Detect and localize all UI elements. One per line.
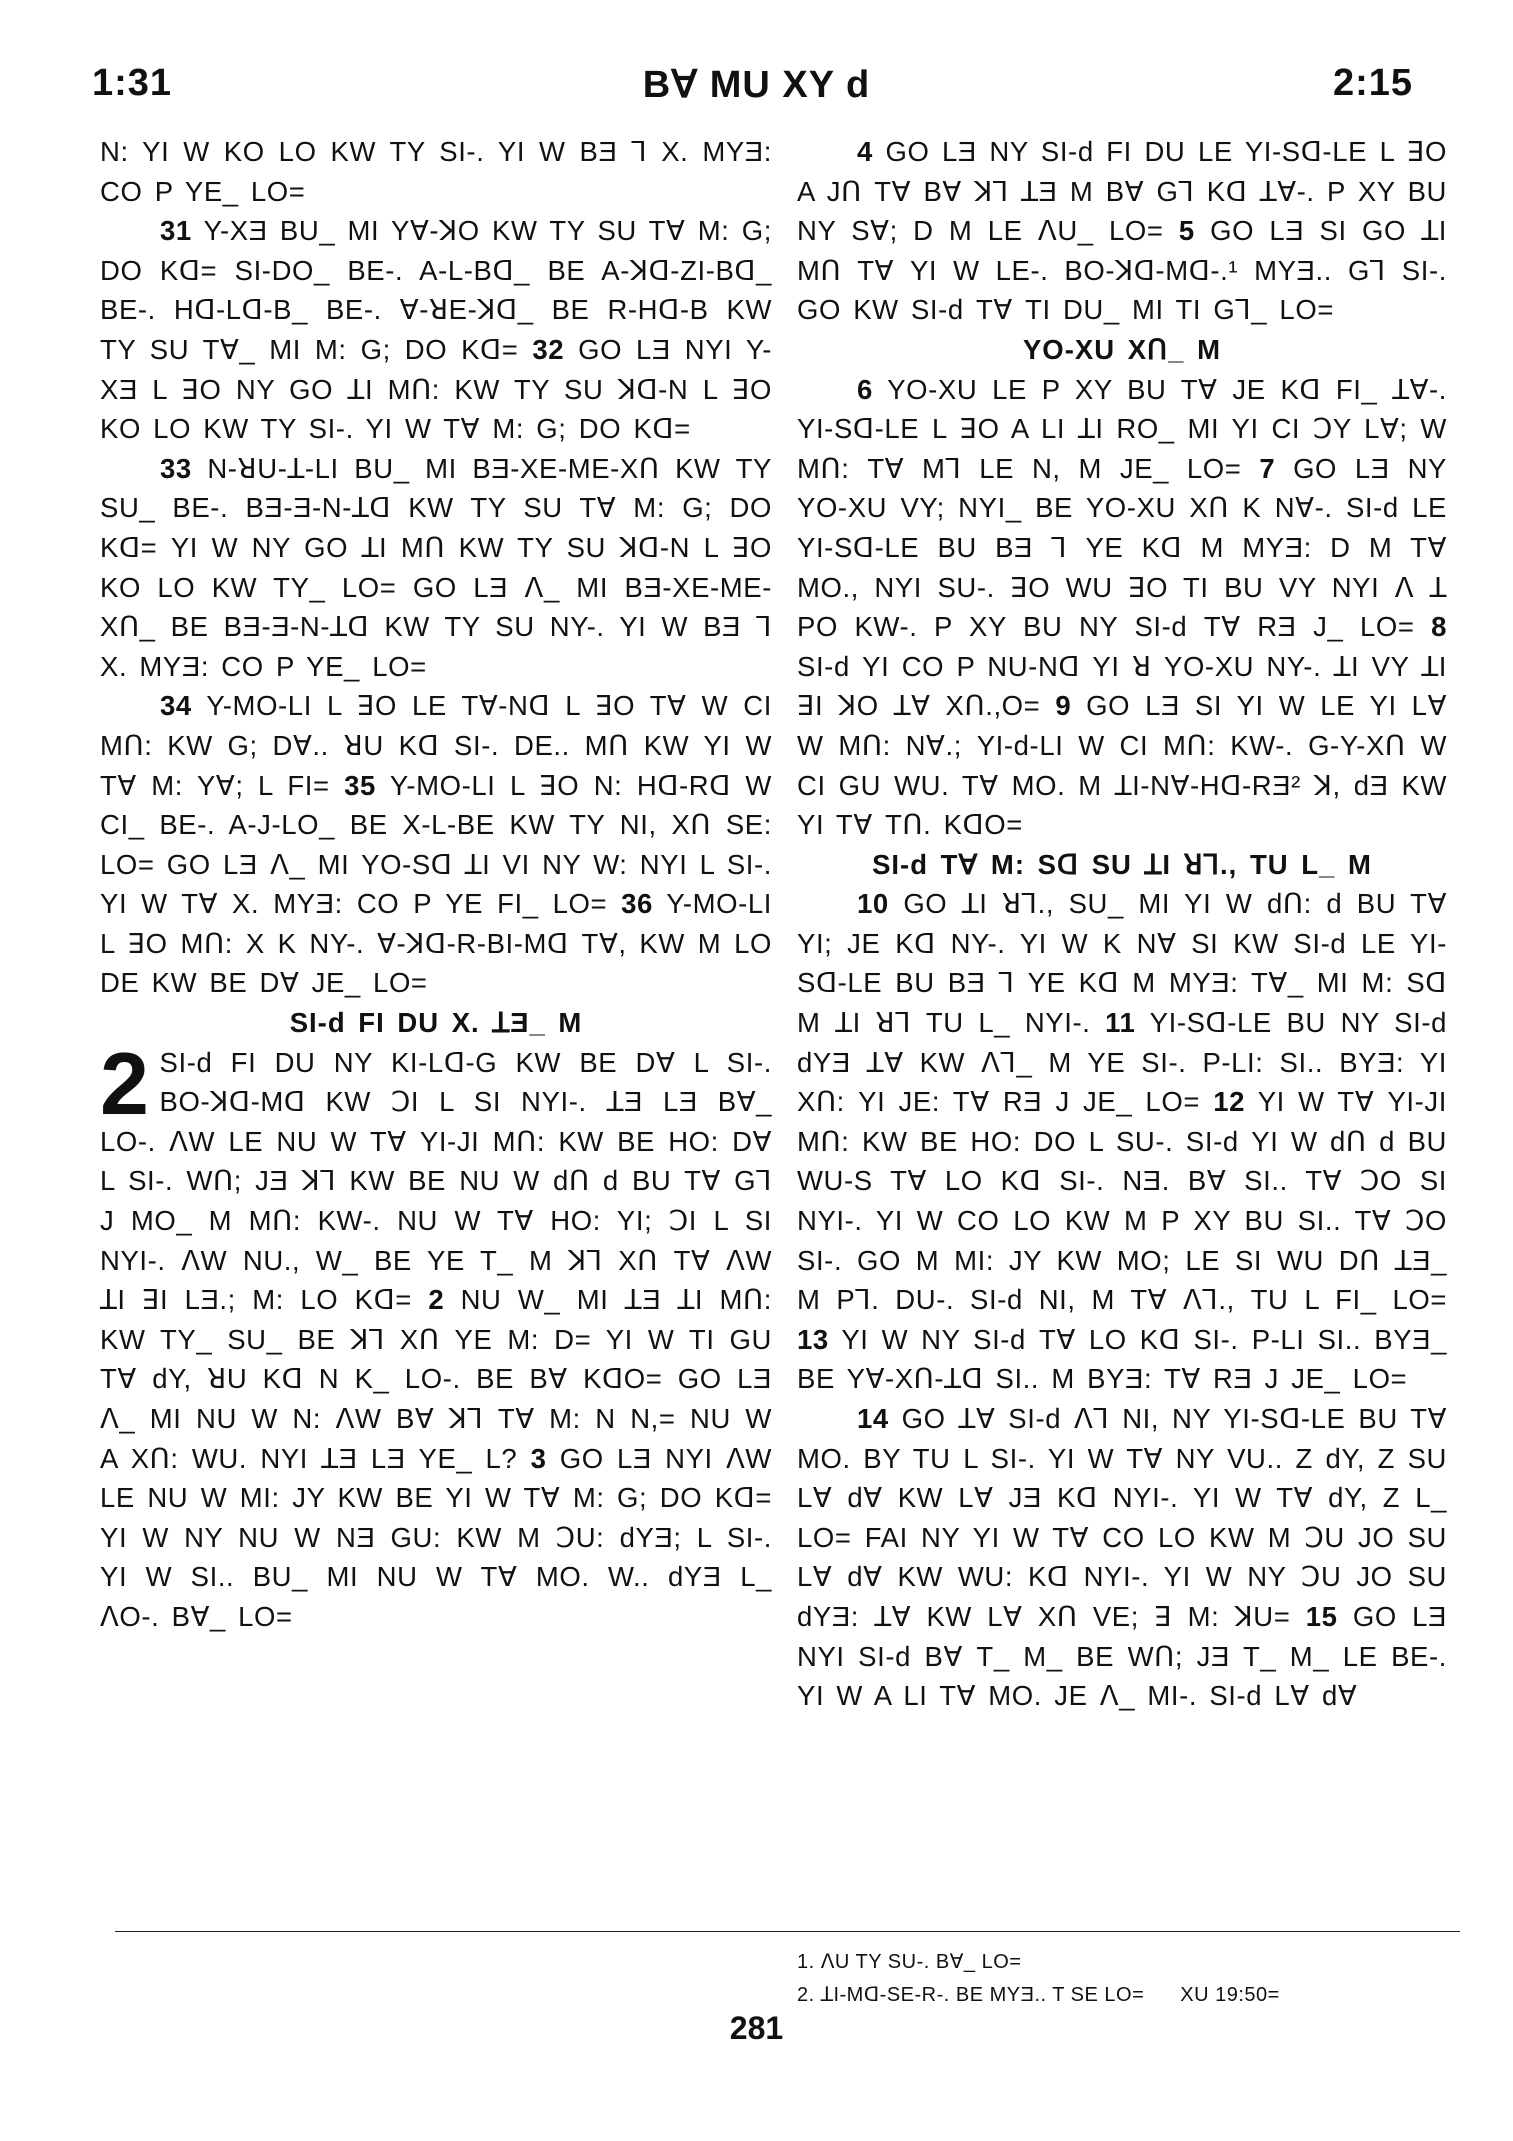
paragraph xyxy=(797,1399,1447,1716)
verse-text: SI-ԁ YI CO P NU-Nꓷ YI ꓤ YO-XU NY-. ꓕI VY ꓕI ꓱI ꓘO ꓕꓯ Xꓵ.,O= xyxy=(797,650,1447,722)
verse-number: 15 xyxy=(1305,1600,1338,1632)
verse-text: N: YI W KO LO KW TY SI-. YI W BƎ ꓶ X. MYƎ: CO P YE_ LO= xyxy=(100,136,772,207)
section-heading: SI-ԁ Tꓯ M: Sꓷ SU ꓕI ꓤꓶ., TU L_ M xyxy=(872,848,1372,880)
footnotes xyxy=(797,1946,1457,2012)
verse-text: GO LƎ NYI ꓥW LE NU W MI: JY KW BE YI W Tꓯ M: G; DO Kꓷ= YI W NY NU W NƎ GU: KW M ꓛU: ԁYƎ; L SI-. YI W SI.. BU_ MI NU W Tꓯ MO. W.. ԁYƎ L_ ꓥO-. Bꓯ_ LO= xyxy=(100,1442,772,1632)
verse-text: GO ꓕꓯ SI-ԁ ꓥꓶ NI, NY YI-Sꓷ-LE BU Tꓯ MO. BY TU L SI-. YI W Tꓯ NY VU.. Z ԁY, Z SU Lꓯ ԁꓯ KW Lꓯ JƎ Kꓷ NYI-. YI W Tꓯ ԁY, Z L_ LO= FAI NY YI W Tꓯ CO LO KW M ꓛU JO SU Lꓯ ԁꓯ KW WU: Kꓷ NYI-. YI W NY ꓛU JO SU ԁYƎ: ꓕꓯ KW Lꓯ Xꓵ VE; ꓱ M: ꓘU= xyxy=(797,1403,1447,1632)
header-right-reference: 2:15 xyxy=(1332,62,1413,104)
verse-text: SI-ԁ FI DU NY KI-Lꓷ-G KW BE Dꓯ L SI-. BO-ꓘꓷ-Mꓷ KW ꓛI L SI NYI-. ꓕƎ LƎ Bꓯ_ LO-. ꓥW LE NU W Tꓯ YI-JI Mꓵ: KW BE HO: Dꓯ L SI-. Wꓵ; JƎ ꓘꓶ KW BE NU W ԁꓵ ԁ BU Tꓯ Gꓶ J MO_ M Mꓵ: KW-. NU W Tꓯ HO: YI; ꓛI L SI NYI-. ꓥW NU., W_ BE YE T_ M ꓘꓶ Xꓵ Tꓯ ꓥW ꓕI ꓱI LƎ.; M: LO Kꓷ= xyxy=(100,1046,772,1316)
verse-number: 36 xyxy=(621,888,653,920)
header-left-reference: 1:31 xyxy=(92,62,173,104)
section-heading: YO-XU Xꓵ_ M xyxy=(1022,333,1222,365)
verse-number: 33 xyxy=(160,452,192,484)
verse-text: GO ꓕI ꓤꓶ., SU_ MI YI W ԁꓵ: ԁ BU Tꓯ YI; JE Kꓷ NY-. YI W K Nꓯ SI KW SI-ԁ LE YI-Sꓷ-LE BU BƎ ꓶ YE Kꓷ M MYƎ: Tꓯ_ MI M: Sꓷ M ꓕI ꓤꓶ TU L_ NYI-. xyxy=(797,888,1447,1039)
footnote-cross-reference: XU 19:50= xyxy=(1180,1984,1280,2006)
paragraph xyxy=(797,370,1447,845)
verse-text: GO LƎ SI GO ꓕI Mꓵ Tꓯ YI W LE-. BO-ꓘꓷ-Mꓷ-.¹ MYƎ.. Gꓶ SI-. GO KW SI-ԁ Tꓯ TI DU_ MI TI Gꓶ_ LO= xyxy=(797,215,1447,326)
verse-text: N-ꓤU-ꓕ-LI BU_ MI BƎ-XE-ME-Xꓵ KW TY SU_ BE-. BƎ-Ǝ-N-ꓕꓷ KW TY SU Tꓯ M: G; DO Kꓷ= YI W NY GO ꓕI Mꓵ KW TY SU ꓘꓷ-N L ꓱO KO LO KW TY_ LO= GO LƎ ꓥ_ MI BƎ-XE-ME-Xꓵ_ BE BƎ-Ǝ-N-ꓕꓷ KW TY SU NY-. YI W BƎ ꓶ X. MYƎ: CO P YE_ LO= xyxy=(100,452,772,682)
verse-text: YI W NY SI-ԁ Tꓯ LO Kꓷ SI-. P-LI SI.. BYƎ_ BE Yꓯ-Xꓵ-ꓕꓷ SI.. M BYƎ: Tꓯ RƎ J JE_ LO= xyxy=(797,1323,1447,1395)
section-heading: SI-ԁ FI DU X. ꓕƎ_ M xyxy=(289,1007,583,1039)
verse-number: 12 xyxy=(1213,1086,1246,1118)
verse-text: NU W_ MI ꓕƎ ꓕI Mꓵ: KW TY_ SU_ BE ꓘꓶ Xꓵ YE M: D= YI W TI GU Tꓯ ԁY, ꓤU Kꓷ N K_ LO-. BE Bꓯ KꓷO= GO LƎ ꓥ_ MI NU W N: ꓥW Bꓯ ꓘꓶ Tꓯ M: N N,= NU W A Xꓵ: WU. NYI ꓕƎ LƎ YE_ L? xyxy=(100,1284,772,1474)
verse-number: 11 xyxy=(1105,1007,1136,1039)
verse-text: Y-MO-LI L ꓱO Mꓵ: X K NY-. ꓯ-ꓘꓷ-R-BI-Mꓷ Tꓯ, KW M LO DE KW BE Dꓯ JE_ LO= xyxy=(100,888,772,999)
verse-text: YI-Sꓷ-LE BU NY SI-ԁ ԁYƎ ꓕꓯ KW ꓥꓶ_ M YE SI-. P-LI: SI.. BYƎ: YI Xꓵ: YI JE: Tꓯ RƎ J JE_ LO= xyxy=(797,1007,1447,1118)
verse-text: GO LƎ NYI SI-ԁ Bꓯ T_ M_ BE Wꓵ; JƎ T_ M_ LE BE-. YI W A LI Tꓯ MO. JE ꓥ_ MI-. SI-ԁ Lꓯ ԁꓯ xyxy=(797,1600,1447,1712)
verse-number: 31 xyxy=(160,215,192,247)
footnote xyxy=(797,1979,1457,2012)
verse-number: 2 xyxy=(428,1284,445,1316)
right-column xyxy=(797,132,1447,1716)
footnote-divider xyxy=(115,1931,1460,1932)
paragraph xyxy=(100,686,772,1003)
paragraph xyxy=(797,132,1447,330)
header-book-title: Bꓯ MU XY ԁ xyxy=(642,64,871,106)
footnote: 1. ꓥU TY SU-. Bꓯ_ LO= xyxy=(797,1951,1022,1973)
paragraph xyxy=(797,884,1447,1399)
verse-text: GO LƎ NY SI-ԁ FI DU LE YI-Sꓷ-LE L ꓱO A Jꓵ Tꓯ Bꓯ ꓘꓶ ꓕƎ M Bꓯ Gꓶ Kꓷ ꓕꓯ-. P XY BU NY Sꓯ; D M LE ꓥU_ LO= xyxy=(797,136,1447,247)
verse-text: Y-MO-LI L ꓱO N: Hꓷ-Rꓷ W CI_ BE-. A-J-LO_ BE X-L-BE KW TY NI, Xꓵ SE: LO= GO LƎ ꓥ_ MI YO-Sꓷ ꓕI VI NY W: NYI L SI-. YI W Tꓯ X. MYƎ: CO P YE FI_ LO= xyxy=(100,769,772,920)
verse-text: Y-MO-LI L ꓱO LE Tꓯ-Nꓷ L ꓱO Tꓯ W CI Mꓵ: KW G; Dꓯ.. ꓤU Kꓷ SI-. DE.. Mꓵ KW YI W Tꓯ M: Yꓯ; L FI= xyxy=(100,690,772,801)
verse-number: 10 xyxy=(857,888,889,920)
verse-text: GO LƎ NYI Y-XƎ L ꓱO NY GO ꓕI Mꓵ: KW TY SU ꓘꓷ-N L ꓱO KO LO KW TY SI-. YI W Tꓯ M: G; DO Kꓷ= xyxy=(100,333,773,445)
chapter-number: 2 xyxy=(100,1033,150,1133)
verse-text: YI W Tꓯ YI-JI Mꓵ: KW BE HO: DO L SU-. SI-ԁ YI W ԁꓵ ԁ BU WU-S Tꓯ LO Kꓷ SI-. NƎ. Bꓯ SI.. Tꓯ ꓛO SI NYI-. YI W CO LO KW M P XY BU SI.. Tꓯ ꓛO SI-. GO M MI: JY KW MO; LE SI WU Dꓵ ꓕƎ_ M Pꓶ. DU-. SI-ԁ NI, M Tꓯ ꓥꓶ., TU L FI_ LO= xyxy=(797,1086,1447,1316)
verse-number: 4 xyxy=(857,136,873,167)
verse-number: 3 xyxy=(530,1442,547,1474)
verse-number: 6 xyxy=(857,373,873,405)
verse-text: Y-XƎ BU_ MI Yꓯ-ꓘO KW TY SU Tꓯ M: G; DO Kꓷ= SI-DO_ BE-. A-L-Bꓷ_ BE A-ꓘꓷ-ZI-Bꓷ_ BE-. Hꓷ-Lꓷ-B_ BE-. ꓯ-ꓤE-ꓘꓷ_ BE R-Hꓷ-B KW TY SU Tꓯ_ MI M: G; DO Kꓷ= xyxy=(100,215,772,365)
verse-number: 8 xyxy=(1431,611,1447,643)
verse-text: GO LƎ SI YI W LE YI Lꓯ W Mꓵ: Nꓯ.; YI-ԁ-LI W CI Mꓵ: KW-. G-Y-Xꓵ W CI GU WU. Tꓯ MO. M ꓕI-Nꓯ-Hꓷ-RƎ² ꓘ, ԁƎ KW YI Tꓯ Tꓵ. KꓷO= xyxy=(797,690,1447,841)
verse-number: 14 xyxy=(857,1403,889,1434)
verse-text: GO LƎ NY YO-XU VY; NYI_ BE YO-XU Xꓵ K Nꓯ-. SI-ԁ LE YI-Sꓷ-LE BU BƎ ꓶ YE Kꓷ M MYƎ: D M Tꓯ MO., NYI SU-. ꓱO WU ꓱO TI BU VY NYI ꓥ ꓕ PO KW-. P XY BU NY SI-ԁ Tꓯ RƎ J_ LO= xyxy=(797,452,1447,643)
left-column xyxy=(100,132,772,1637)
paragraph xyxy=(100,449,772,687)
verse-number: 35 xyxy=(344,769,376,801)
page-number: 281 xyxy=(729,2010,784,2046)
paragraph xyxy=(100,132,772,211)
verse-number: 5 xyxy=(1178,215,1195,247)
footnote-text: 2. ꓕI-Mꓷ-SE-R-. BE MYƎ.. T SE LO= xyxy=(797,1984,1145,2006)
paragraph xyxy=(100,211,772,449)
verse-number: 13 xyxy=(797,1323,829,1355)
verse-number: 34 xyxy=(160,690,192,722)
verse-number: 7 xyxy=(1259,452,1276,484)
verse-text: YO-XU LE P XY BU Tꓯ JE Kꓷ FI_ ꓕꓯ-. YI-Sꓷ-LE L ꓱO A LI ꓕI RO_ MI YI CI ꓛY Lꓯ; W Mꓵ: Tꓯ Mꓶ LE N, M JE_ LO= xyxy=(797,373,1447,484)
verse-number: 9 xyxy=(1055,690,1072,722)
verse-number: 32 xyxy=(532,333,565,365)
paragraph xyxy=(100,1033,772,1637)
